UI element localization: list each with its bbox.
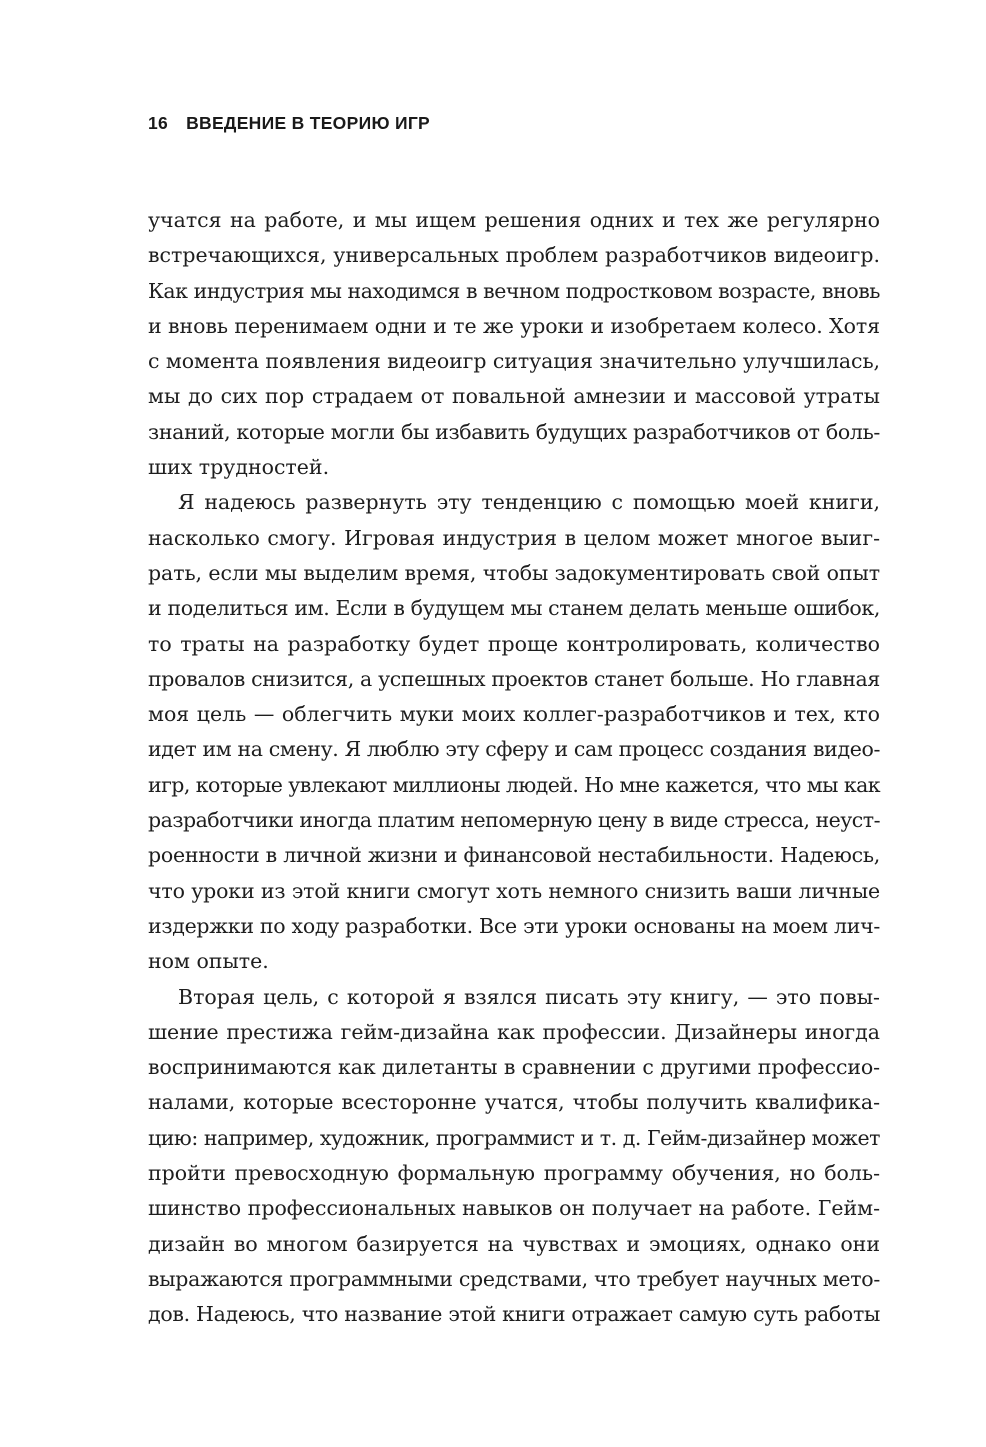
text-line: дизайн во многом базируется на чувствах и эмоциях, однако они bbox=[148, 1231, 880, 1256]
text-line: дов. Надеюсь, что название этой книги отражает самую суть работы bbox=[148, 1302, 880, 1327]
text-line: издержки по ходу разработки. Все эти уроки основаны на моем лич- bbox=[148, 913, 880, 938]
text-line: моя цель — облегчить муки моих коллег-разработчиков и тех, кто bbox=[148, 702, 880, 727]
text-line: налами, которые всесторонне учатся, чтобы получить квалифика- bbox=[148, 1090, 880, 1115]
page-number: 16 bbox=[148, 113, 169, 133]
text-line: учатся на работе, и мы ищем решения одних и тех же регулярно bbox=[148, 208, 880, 232]
text-line: выражаются программными средствами, что требует научных мето- bbox=[148, 1266, 880, 1291]
text-line: мы до сих пор страдаем от повальной амнезии и массовой утраты bbox=[148, 384, 880, 409]
text-line: игр, которые увлекают миллионы людей. Но мне кажется, что мы как bbox=[148, 772, 880, 797]
text-line: рать, если мы выделим время, чтобы задокументировать свой опыт bbox=[148, 560, 881, 585]
text-line: что уроки из этой книги смогут хоть немного снизить ваши личные bbox=[148, 878, 880, 903]
text-line: то траты на разработку будет проще контролировать, количество bbox=[148, 631, 880, 656]
text-line: пройти превосходную формальную программу обучения, но боль- bbox=[148, 1161, 880, 1186]
paragraph-2 bbox=[148, 485, 880, 979]
text-line: идет им на смену. Я люблю эту сферу и сам процесс создания видео- bbox=[148, 737, 881, 762]
text-line: насколько смогу. Игровая индустрия в целом может многое выиг- bbox=[148, 525, 880, 550]
text-line: роенности в личной жизни и финансовой нестабильности. Надеюсь, bbox=[148, 843, 880, 868]
text-line: провалов снизится, а успешных проектов станет больше. Но главная bbox=[148, 666, 880, 691]
text-line: разработчики иногда платим непомерную цену в виде стресса, неуст- bbox=[148, 808, 880, 833]
running-head bbox=[148, 113, 430, 139]
chapter-title: ВВЕДЕНИЕ В ТЕОРИЮ ИГР bbox=[186, 113, 431, 133]
text-line: шинство профессиональных навыков он получает на работе. Гейм- bbox=[148, 1196, 880, 1221]
text-line: Как индустрия мы находимся в вечном подростковом возрасте, вновь bbox=[148, 278, 880, 303]
text-line: и поделиться им. Если в будущем мы станем делать меньше ошибок, bbox=[148, 596, 880, 621]
text-line: цию: например, художник, программист и т. д. Гейм-дизайнер может bbox=[148, 1125, 881, 1150]
paragraph-1 bbox=[148, 203, 880, 485]
text-line: воспринимаются как дилетанты в сравнении с другими профессио- bbox=[148, 1055, 880, 1080]
body-text bbox=[148, 203, 880, 1333]
text-line: шение престижа гейм-дизайна как профессии. Дизайнеры иногда bbox=[148, 1019, 880, 1044]
text-line: встречающихся, универсальных проблем разработчиков видеоигр. bbox=[148, 243, 880, 268]
text-line: ном опыте. bbox=[148, 949, 269, 974]
text-line: Вторая цель, с которой я взялся писать эту книгу, — это повы- bbox=[178, 984, 880, 1009]
text-line: с момента появления видеоигр ситуация значительно улучшилась, bbox=[148, 349, 881, 374]
text-line: Я надеюсь развернуть эту тенденцию с помощью моей книги, bbox=[178, 490, 880, 515]
paragraph-3 bbox=[148, 980, 880, 1333]
text-line: знаний, которые могли бы избавить будущих разработчиков от боль- bbox=[148, 419, 881, 444]
text-line: ших трудностей. bbox=[148, 455, 330, 480]
text-line: и вновь перенимаем одни и те же уроки и изобретаем колесо. Хотя bbox=[148, 313, 880, 338]
